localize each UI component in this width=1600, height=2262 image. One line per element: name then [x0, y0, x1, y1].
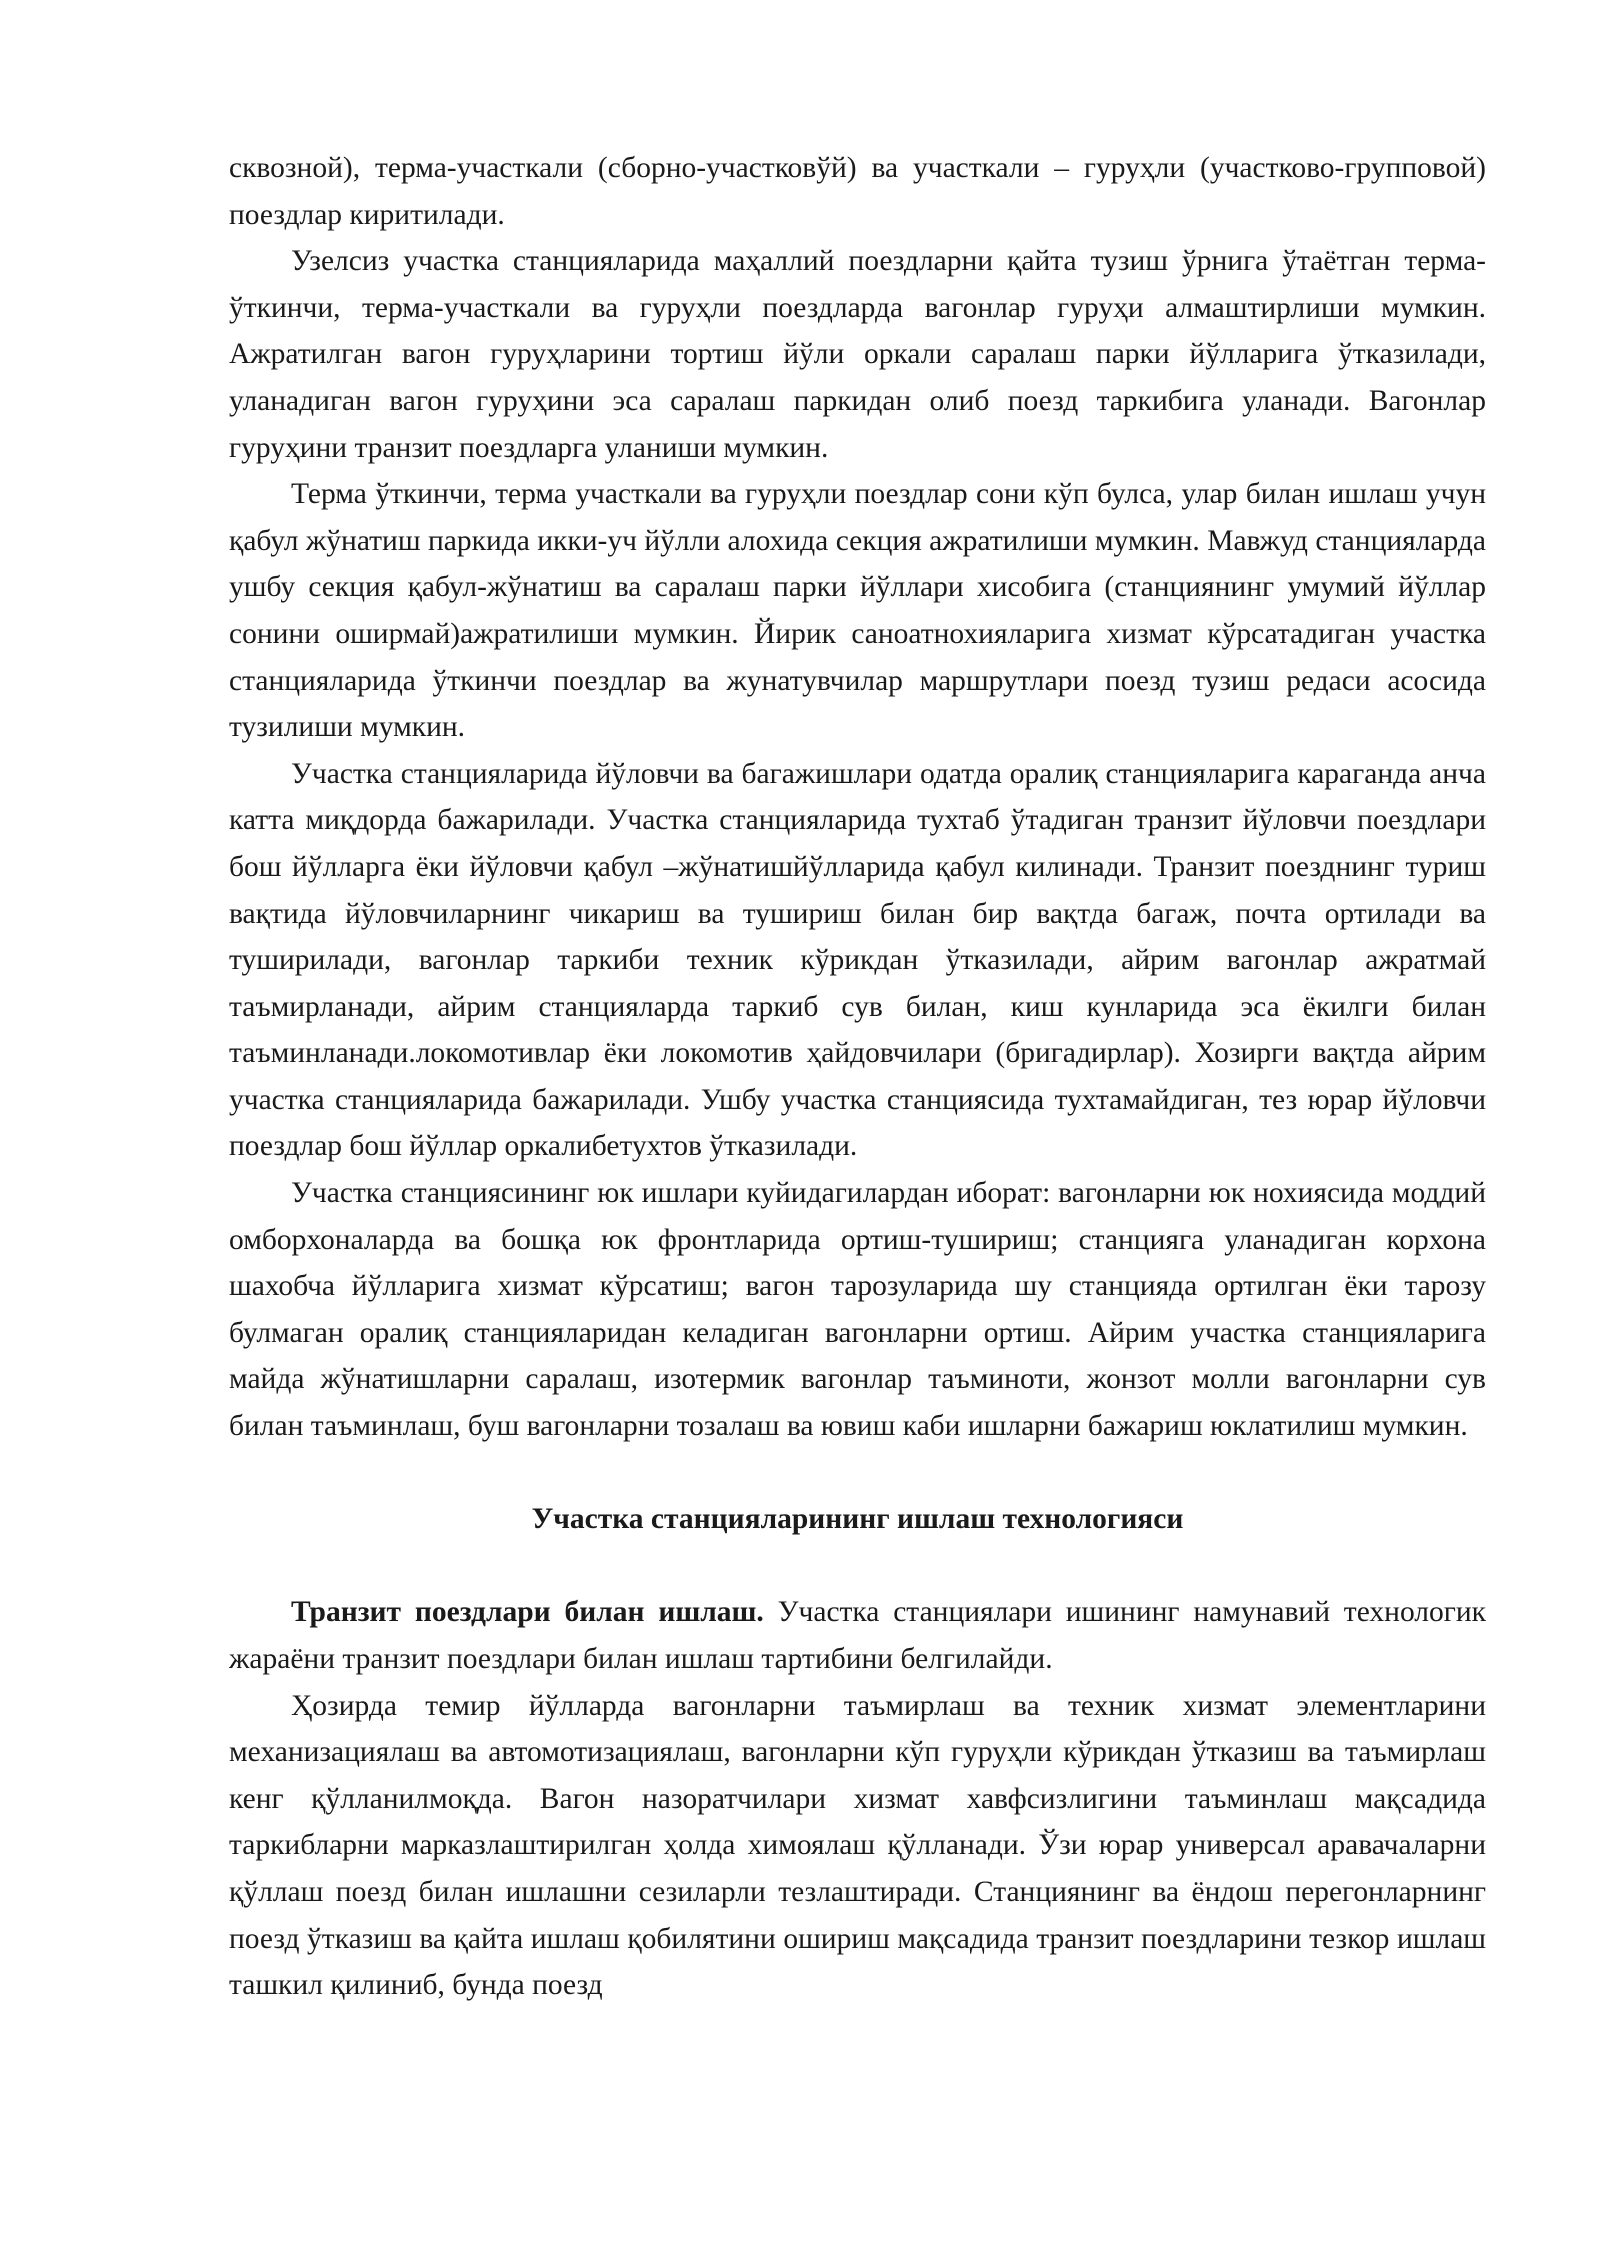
document-page [229, 145, 1486, 2009]
paragraph-4: Участка станцияларида йўловчи ва багажишлари одатда оралиқ станцияларига караганда анча катта миқдорда бажарилади. Участка станцияларида тухтаб ўтадиган транзит йўловчи поездлари бош йўлларга ёки йўловчи қабул –жўнатишйўлларида қабул килинади. Транзит поезднинг туриш вақтида йўловчиларнинг чикариш ва тушириш билан бир вақтда багаж, почта ортилади ва туширилади, вагонлар таркиби техник кўрикдан ўтказилади, айрим вагонлар ажратмай таъмирланади, айрим станцияларда таркиб сув билан, киш кунларида эса ёкилги билан таъминланади.локомотивлар ёки локомотив ҳайдовчилари (бригадирлар). Хозирги вақтда айрим участка станцияларида бажарилади. Ушбу участка станциясида тухтамайдиган, тез юрар йўловчи поездлар бош йўллар оркалибетухтов ўтказилади. [229, 757, 1486, 1163]
paragraph-7: Ҳозирда темир йўлларда вагонларни таъмирлаш ва техник хизмат элементларини механизациялаш ва автомотизациялаш, вагонларни кўп гуруҳли кўрикдан ўтказиш ва таъмирлаш кенг қўлланилмоқда. Вагон назоратчилари хизмат хавфсизлигини таъминлаш мақсадида таркибларни марказлаштирилган ҳолда химоялаш қўлланади. Ўзи юрар универсал аравачаларни қўллаш поезд билан ишлашни сезиларли тезлаштиради. Станциянинг ва ёндош перегонларнинг поезд ўтказиш ва қайта ишлаш қобилятини ошириш мақсадида транзит поездларини тезкор ишлаш ташкил қилиниб, бунда поезд [229, 1689, 1486, 2002]
paragraph-6-rest: Участка станциялари ишининг намунавий технологик жараёни транзит поездлари билан ишлаш тартибини белгилайди. [229, 1596, 1486, 1675]
paragraph-2: Узелсиз участка станцияларида маҳаллий поездларни қайта тузиш ўрнига ўтаётган терма-ўткинчи, терма-участкали ва гуруҳли поездларда вагонлар гуруҳи алмаштирлиши мумкин. Ажратилган вагон гуруҳларини тортиш йўли оркали саралаш парки йўлларига ўтказилади, уланадиган вагон гуруҳини эса саралаш паркидан олиб поезд таркибига уланади. Вагонлар гуруҳини транзит поездларга уланиши мумкин. [229, 245, 1486, 464]
paragraph-1: сквозной), терма-участкали (сборно-участковўй) ва участкали – гуруҳли (участково-групповой) поездлар киритилади. [229, 152, 1486, 231]
section-heading: Участка станцияларининг ишлаш технологияси [531, 1503, 1184, 1536]
paragraph-6-lead: Транзит поездлари билан ишлаш. [291, 1596, 764, 1629]
paragraph-5: Участка станциясининг юк ишлари куйидагилардан иборат: вагонларни юк нохиясида моддий омборхоналарда ва бошқа юк фронтларида ортиш-тушириш; станцияга уланадиган корхона шахобча йўлларига хизмат кўрсатиш; вагон тарозуларида шу станцияда ортилган ёки тарозу булмаган оралиқ станцияларидан келадиган вагонларни ортиш. Айрим участка станцияларига майда жўнатишларни саралаш, изотермик вагонлар таъминоти, жонзот молли вагонларни сув билан таъминлаш, буш вагонларни тозалаш ва ювиш каби ишларни бажариш юклатилиш мумкин. [229, 1177, 1486, 1443]
paragraph-3: Терма ўткинчи, терма участкали ва гуруҳли поездлар сони кўп булса, улар билан ишлаш учун қабул жўнатиш паркида икки-уч йўлли алохида секция ажратилиши мумкин. Мавжуд станцияларда ушбу секция қабул-жўнатиш ва саралаш парки йўллари хисобига (станциянинг умумий йўллар сонини оширмай)ажратилиши мумкин. Йирик саноатнохияларига хизмат кўрсатадиган участка станцияларида ўткинчи поездлар ва жунатувчилар маршрутлари поезд тузиш редаси асосида тузилиши мумкин. [229, 478, 1486, 744]
paragraph-6 [229, 1589, 1486, 1682]
